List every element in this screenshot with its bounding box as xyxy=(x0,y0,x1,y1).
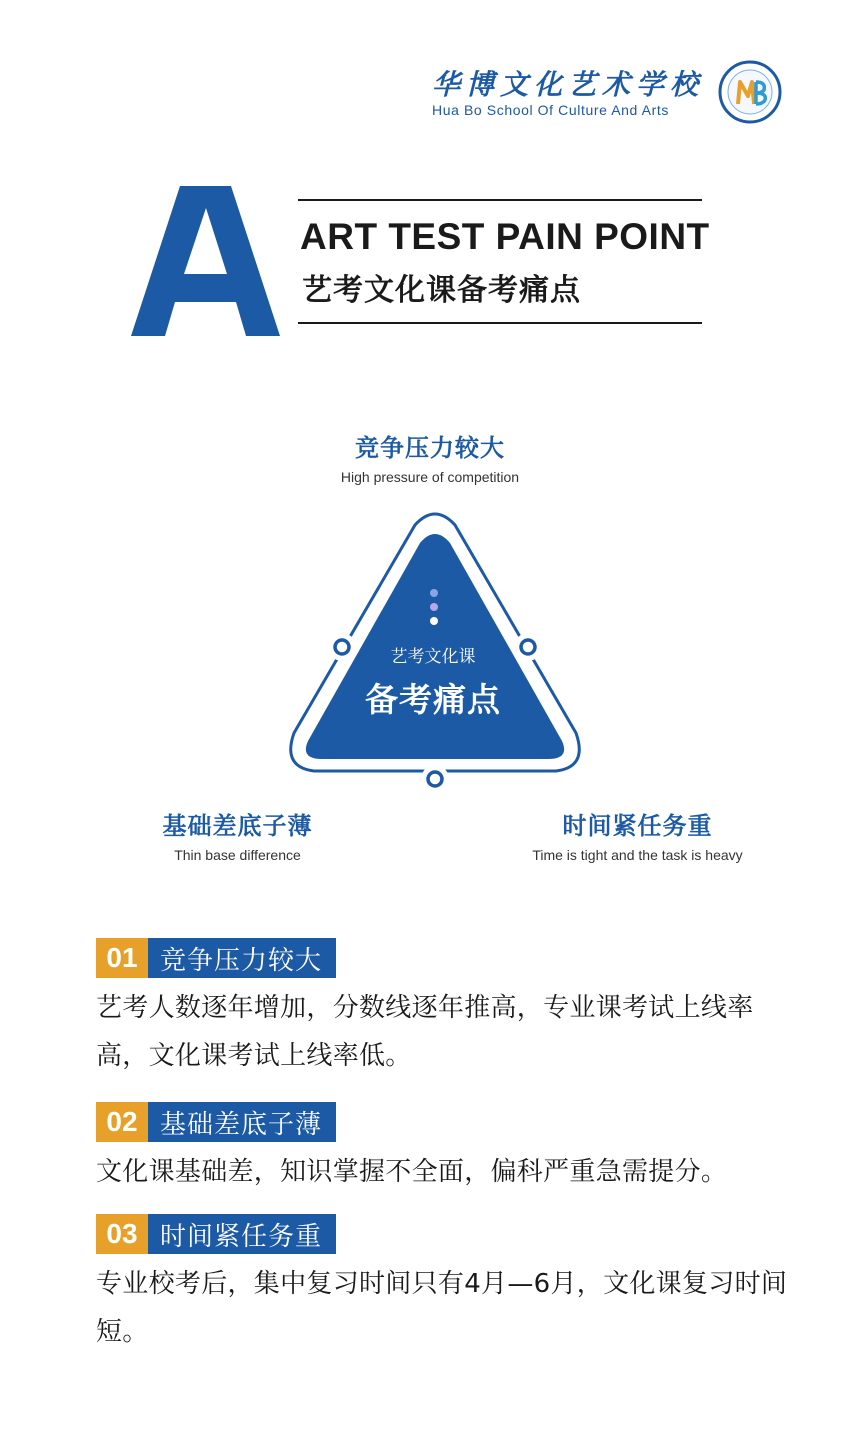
section-body: 专业校考后，集中复习时间只有4月—6月，文化课复习时间短。 xyxy=(96,1269,788,1347)
pain-point-section-2 xyxy=(96,1102,796,1196)
section-number: 01 xyxy=(96,938,148,978)
dot-icon xyxy=(430,617,438,625)
triangle-right-label xyxy=(485,806,790,863)
section-number: 03 xyxy=(96,1214,148,1254)
left-label-en: Thin base difference xyxy=(174,847,301,863)
section-body: 艺考人数逐年增加，分数线逐年推高，专业课考试上线率高，文化课考试上线率低。 xyxy=(96,993,754,1071)
heading-rule-bottom xyxy=(298,322,702,324)
heading-rule-top xyxy=(298,199,702,201)
top-label-cn: 竞争压力较大 xyxy=(355,434,505,462)
right-label-cn: 时间紧任务重 xyxy=(562,812,713,840)
brand-name-en: Hua Bo School Of Culture And Arts xyxy=(432,102,669,118)
section-title: 时间紧任务重 xyxy=(148,1214,336,1254)
right-label-en: Time is tight and the task is heavy xyxy=(532,847,743,863)
section-title: 竞争压力较大 xyxy=(148,938,336,978)
dot-icon xyxy=(430,603,438,611)
pain-point-section-3 xyxy=(96,1214,796,1356)
dot-icon xyxy=(430,589,438,597)
section-tag xyxy=(96,938,796,978)
triangle-left-label xyxy=(120,806,355,863)
brand-header xyxy=(432,68,717,118)
section-tag xyxy=(96,1102,796,1142)
section-body: 文化课基础差，知识掌握不全面，偏科严重急需提分。 xyxy=(96,1157,728,1187)
letter-a-graphic xyxy=(128,180,283,340)
heading-en: ART TEST PAIN POINT xyxy=(300,216,710,257)
triangle-top-label xyxy=(290,428,570,485)
left-label-cn: 基础差底子薄 xyxy=(162,812,313,840)
heading-cn: 艺考文化课备考痛点 xyxy=(302,273,581,308)
triangle-center-subtitle: 艺考文化课 xyxy=(390,647,476,667)
section-tag xyxy=(96,1214,796,1254)
section-number: 02 xyxy=(96,1102,148,1142)
section-title: 基础差底子薄 xyxy=(148,1102,336,1142)
pain-point-section-1 xyxy=(96,938,796,1080)
top-label-en: High pressure of competition xyxy=(340,469,520,485)
triangle-center-title: 备考痛点 xyxy=(365,680,501,719)
brand-name-cn: 华博文化艺术学校 xyxy=(432,68,705,101)
bottom-node-icon xyxy=(428,772,442,786)
school-logo xyxy=(718,60,782,124)
